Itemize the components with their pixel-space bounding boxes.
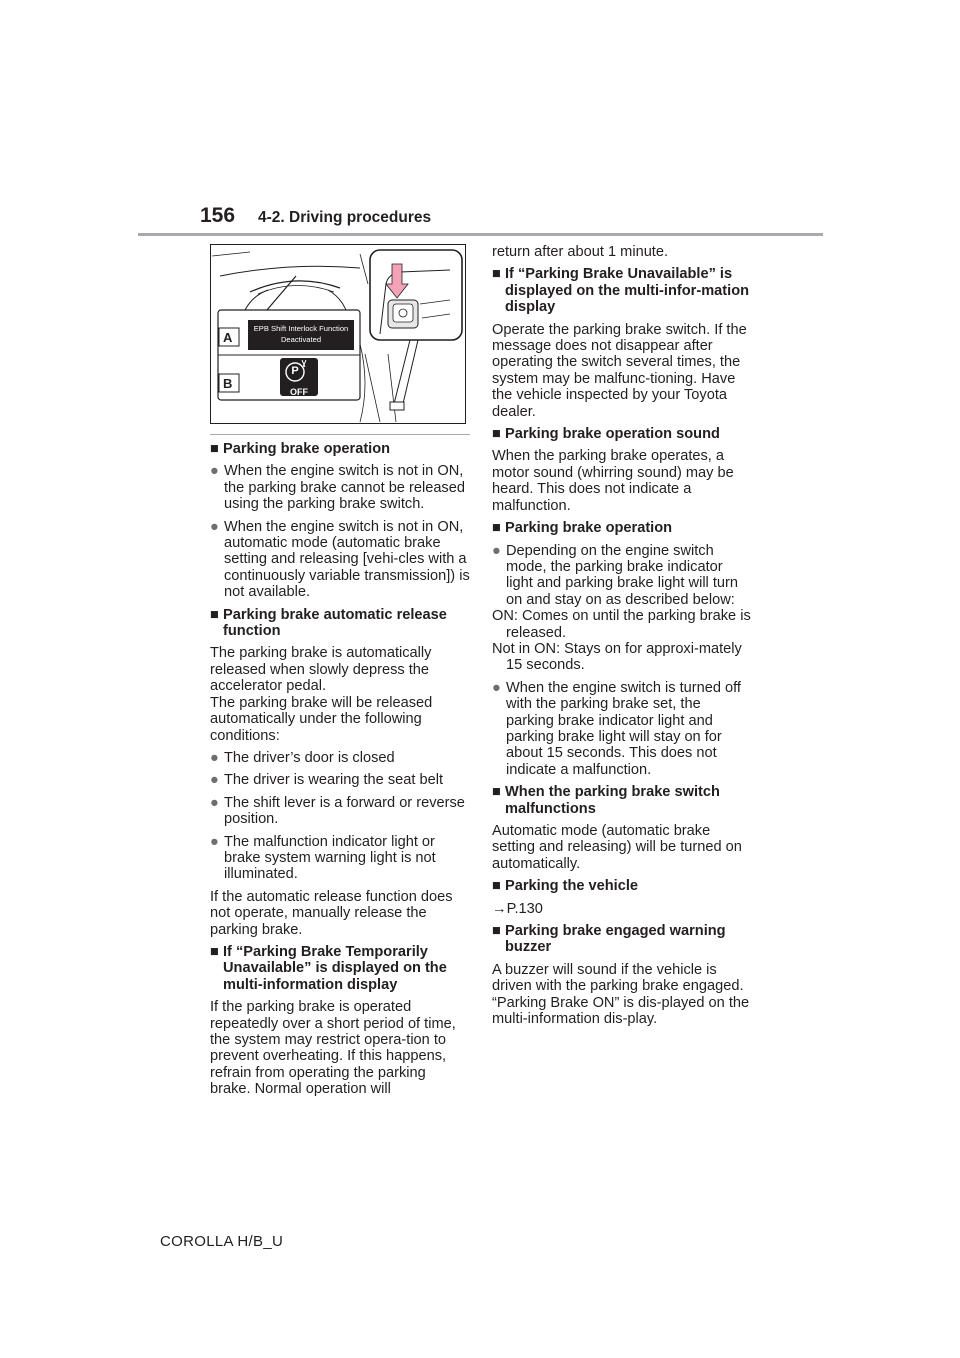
heading-parking-brake-operation-2: ■ Parking brake operation [492, 520, 673, 537]
header-rule [138, 233, 823, 236]
heading-parking-brake-operation: ■ Parking brake operation [210, 441, 391, 457]
heading-automatic-release: ■ Parking brake automatic release function [210, 606, 447, 640]
heading-warning-buzzer: ■ Parking brake engaged warning buzzer [492, 923, 726, 956]
heading-switch-malfunctions: ■ When the parking brake switch malfunctions [492, 784, 720, 817]
label-b: B [223, 376, 233, 391]
bullet-item: ● The shift lever is a forward or reverse position. [210, 794, 465, 828]
display-message-line1: EPB Shift Interlock Function [253, 324, 349, 333]
figure-rule [210, 434, 470, 435]
heading-unavailable: ■ If “Parking Brake Unavailable” is displayed on the multi-infor-mation display [492, 266, 750, 316]
bullet-item: ● When the engine switch is turned off with the parking brake set, the parking brake indicator light and parking brake light will stay on for about 15 seconds. This does not indicate a malfunction. [492, 679, 741, 778]
paragraph: A buzzer will sound if the vehicle is driven with the parking brake engaged. “Parking Brake ON” is dis-played on the multi-information dis-play. [492, 961, 750, 1028]
paragraph: When the parking brake operates, a motor sound (whirring sound) may be heard. This does not indicate a malfunction. [492, 448, 734, 514]
paragraph: If the automatic release function does not operate, manually release the parking brake. [210, 888, 453, 938]
paragraph: return after about 1 minute. [492, 244, 669, 260]
parking-brake-icon: P [291, 365, 299, 377]
paragraph: Operate the parking brake switch. If the message does not disappear after operating the switch several times, the system may be malfunc-tioning. Have the vehicle inspected by your Toyota dealer. [492, 321, 747, 420]
dashboard-illustration [210, 244, 466, 424]
page-number: 156 [200, 204, 236, 227]
heading-temporarily-unavailable: ■ If “Parking Brake Temporarily Unavailable” is displayed on the multi-information display [210, 943, 447, 993]
bullet-item: ● When the engine switch is not in ON, automatic mode (automatic brake setting and releasing [vehi-cles with a continuously variable transmission]) is not available. [210, 518, 470, 601]
page-reference-link[interactable]: →P.130 [492, 900, 543, 917]
footer-model: COROLLA H/B_U [160, 1233, 284, 1250]
paragraph: Automatic mode (automatic brake setting and releasing) will be turned on automatically. [492, 823, 742, 872]
dashboard-drawing [210, 244, 466, 424]
bullet-item: ● Depending on the engine switch mode, the parking brake indicator light and parking brake light will turn on and stay on as described below: ON: Comes on until the parking brake is released. Not in ON: Stays on for approxi-mately 15 seconds. [492, 542, 751, 674]
bullet-item: ● The driver is wearing the seat belt [210, 772, 444, 789]
heading-parking-the-vehicle: ■ Parking the vehicle [492, 878, 639, 895]
display-message-line2: Deactivated [280, 335, 322, 344]
bullet-item: ● The driver’s door is closed [210, 749, 395, 766]
right-column [492, 244, 752, 1033]
bullet-item: ● The malfunction indicator light or brake system warning light is not illuminated. [210, 833, 436, 883]
chapter-title: 4-2. Driving procedures [258, 209, 432, 226]
paragraph: The parking brake is automatically released when slowly depress the accelerator pedal. The parking brake will be released automatically under the following conditions: [210, 645, 433, 744]
paragraph: If the parking brake is operated repeatedly over a short period of time, the system may restrict opera-tion to prevent overheating. If this happens, refrain from operating the parking brake. Normal operation will [210, 999, 456, 1098]
off-indicator-text: OFF [290, 387, 308, 397]
heading-operation-sound: ■ Parking brake operation sound [492, 426, 720, 443]
left-column [210, 244, 470, 1104]
bullet-item: ● When the engine switch is not in ON, the parking brake cannot be released using the parking brake switch. [210, 463, 465, 513]
label-a: A [223, 330, 233, 345]
